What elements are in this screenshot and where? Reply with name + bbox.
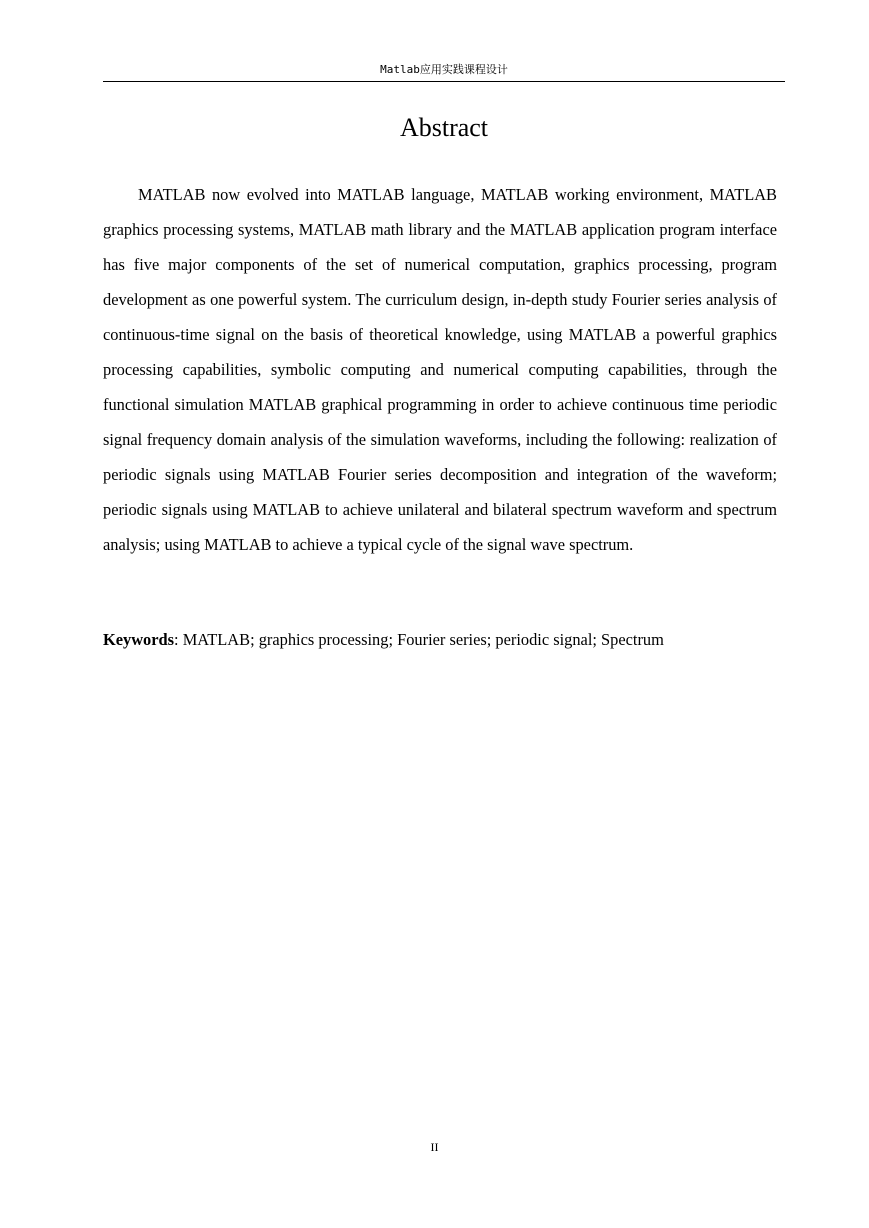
abstract-title: Abstract — [399, 113, 489, 142]
header-rule — [103, 81, 785, 82]
keywords-text: MATLAB; graphics processing; Fourier series; periodic signal; Spectrum — [182, 630, 664, 649]
keywords-label: Keywords — [103, 630, 175, 649]
keywords-line — [103, 627, 785, 653]
running-header: Matlab应用实践课程设计 — [380, 63, 508, 76]
keywords-separator: : — [174, 630, 183, 649]
abstract-body: MATLAB now evolved into MATLAB language, MATLAB working environment, MATLAB graphics processing systems, MATLAB math library and the MATLAB application program interface has five major components of the set of numerical computation, graphics processing, program development as one powerful system. The curriculum design, in-depth study Fourier series analysis of continuous-time signal on the basis of theoretical knowledge, using MATLAB a powerful graphics processing capabilities, symbolic computing and numerical computing capabilities, through the functional simulation MATLAB graphical programming in order to achieve continuous time periodic signal frequency domain analysis of the simulation waveforms, including the following: realization of periodic signals using MATLAB Fourier series decomposition and integration of the waveform; periodic signals using MATLAB to achieve unilateral and bilateral spectrum waveform and spectrum analysis; using MATLAB to achieve a typical cycle of the signal wave spectrum. — [103, 185, 777, 554]
page-number: II — [430, 1140, 439, 1154]
